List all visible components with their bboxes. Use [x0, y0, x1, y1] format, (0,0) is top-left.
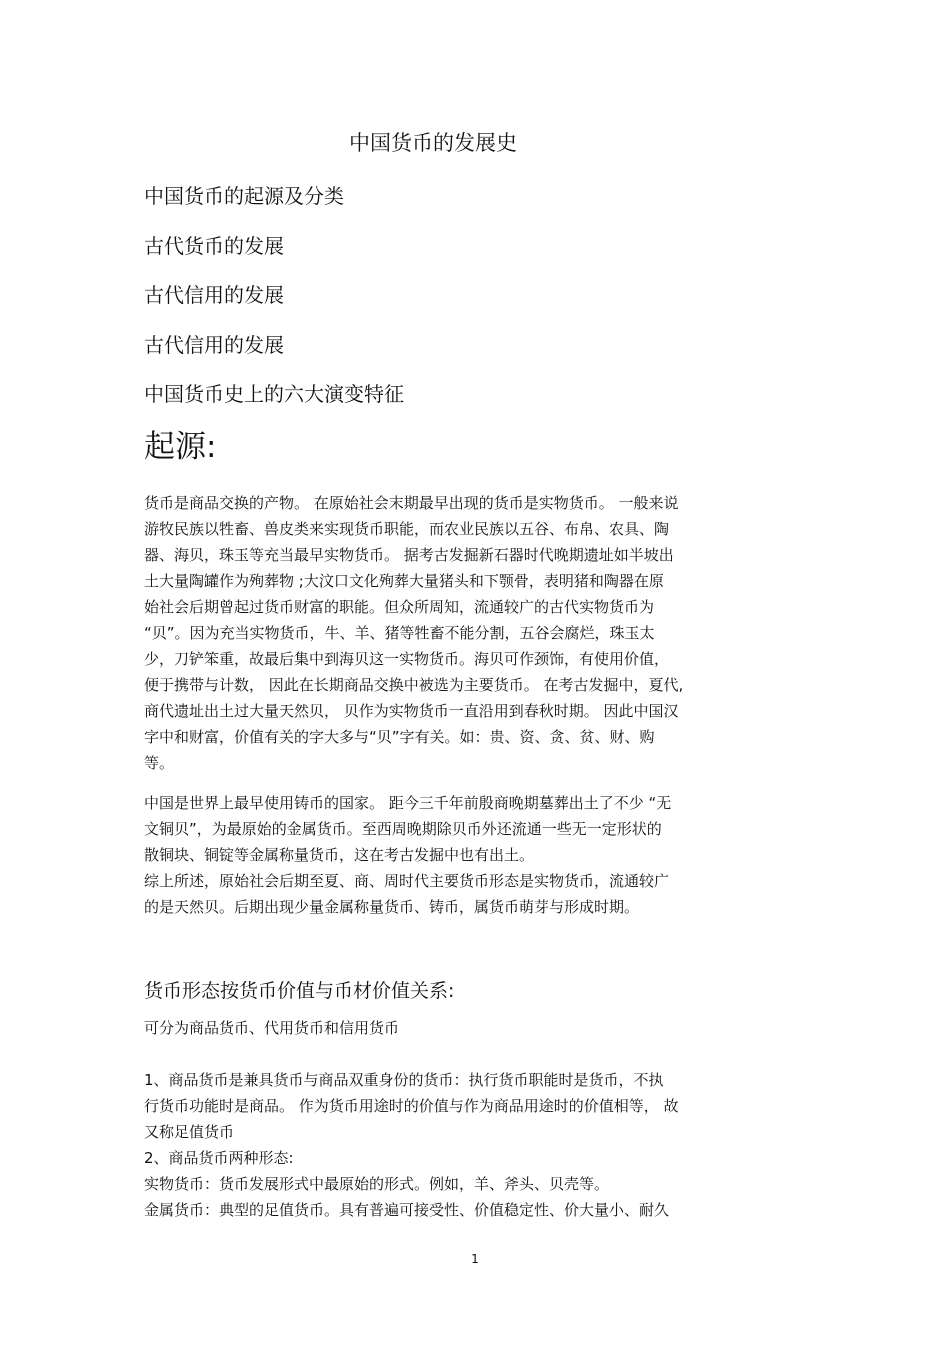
- paragraph-line: 实物货币：货币发展形式中最原始的形式。例如，羊、斧头、贝壳等。: [144, 1175, 610, 1193]
- paragraph-line: 始社会后期曾起过货币财富的职能。但众所周知，流通较广的古代实物货币为: [144, 598, 655, 616]
- paragraph-line: 等。: [144, 754, 175, 772]
- section-subtitle: 可分为商品货币、代用货币和信用货币: [144, 1019, 400, 1037]
- toc-item-ancient-credit: 古代信用的发展: [144, 283, 284, 307]
- paragraph-line: 便于携带与计数， 因此在长期商品交换中被选为主要货币。 在考古发掘中，夏代,: [144, 676, 684, 694]
- paragraph-line: 2、商品货币两种形态:: [144, 1149, 294, 1167]
- toc-item-ancient-credit-repeat: 古代信用的发展: [144, 333, 284, 357]
- paragraph-line: 1、商品货币是兼具货币与商品双重身份的货币：执行货币职能时是货币，不执: [144, 1071, 664, 1089]
- paragraph-line: 散铜块、铜锭等金属称量货币，这在考古发掘中也有出土。: [144, 846, 535, 864]
- paragraph-line: 行货币功能时是商品。 作为货币用途时的价值与作为商品用途时的价值相等， 故: [144, 1097, 679, 1115]
- toc-item-origin: 中国货币的起源及分类: [144, 184, 344, 208]
- document-title: 中国货币的发展史: [349, 131, 517, 155]
- paragraph-coinage: [144, 790, 809, 920]
- paragraph-line: 综上所述，原始社会后期至夏、商、周时代主要货币形态是实物货币，流通较广: [144, 872, 670, 890]
- paragraph-line: 又称足值货币: [144, 1123, 235, 1141]
- paragraph-line: 器、海贝，珠玉等充当最早实物货币。 据考古发掘新石器时代晚期遗址如半坡出: [144, 546, 674, 564]
- paragraph-line: 的是天然贝。后期出现少量金属称量货币、铸币，属货币萌芽与形成时期。: [144, 898, 640, 916]
- paragraph-line: 中国是世界上最早使用铸币的国家。 距今三千年前殷商晚期墓葬出土了不少 “无: [144, 794, 672, 812]
- paragraph-line: 货币是商品交换的产物。 在原始社会末期最早出现的货币是实物货币。 一般来说: [144, 494, 679, 512]
- paragraph-line: 商代遗址出土过大量天然贝， 贝作为实物货币一直沿用到春秋时期。 因此中国汉: [144, 702, 679, 720]
- section-heading-origin: 起源:: [144, 429, 217, 465]
- paragraph-line: 金属货币：典型的足值货币。具有普遍可接受性、价值稳定性、价大量小、耐久: [144, 1201, 670, 1219]
- section-heading-forms: 货币形态按货币价值与币材价值关系:: [144, 980, 455, 1002]
- paragraph-line: 少，刀铲笨重，故最后集中到海贝这一实物货币。海贝可作颈饰，有使用价值，: [144, 650, 670, 668]
- page-number: 1: [471, 1252, 479, 1266]
- toc-item-six-features: 中国货币史上的六大演变特征: [144, 382, 404, 406]
- paragraph-origin: [144, 490, 809, 776]
- toc-item-ancient-currency: 古代货币的发展: [144, 234, 284, 258]
- paragraph-line: 土大量陶罐作为殉葬物 ;大汶口文化殉葬大量猪头和下颚骨，表明猪和陶器在原: [144, 572, 664, 590]
- paragraph-line: 游牧民族以牲畜、兽皮类来实现货币职能，而农业民族以五谷、布帛、农具、陶: [144, 520, 670, 538]
- paragraph-line: “贝”。因为充当实物货币，牛、羊、猪等牲畜不能分割，五谷会腐烂，珠玉太: [144, 624, 655, 642]
- paragraph-commodity-money: [144, 1067, 809, 1223]
- paragraph-line: 文铜贝”，为最原始的金属货币。至西周晚期除贝币外还流通一些无一定形状的: [144, 820, 662, 838]
- paragraph-line: 字中和财富，价值有关的字大多与“贝”字有关。如：贵、资、贪、贫、财、购: [144, 728, 655, 746]
